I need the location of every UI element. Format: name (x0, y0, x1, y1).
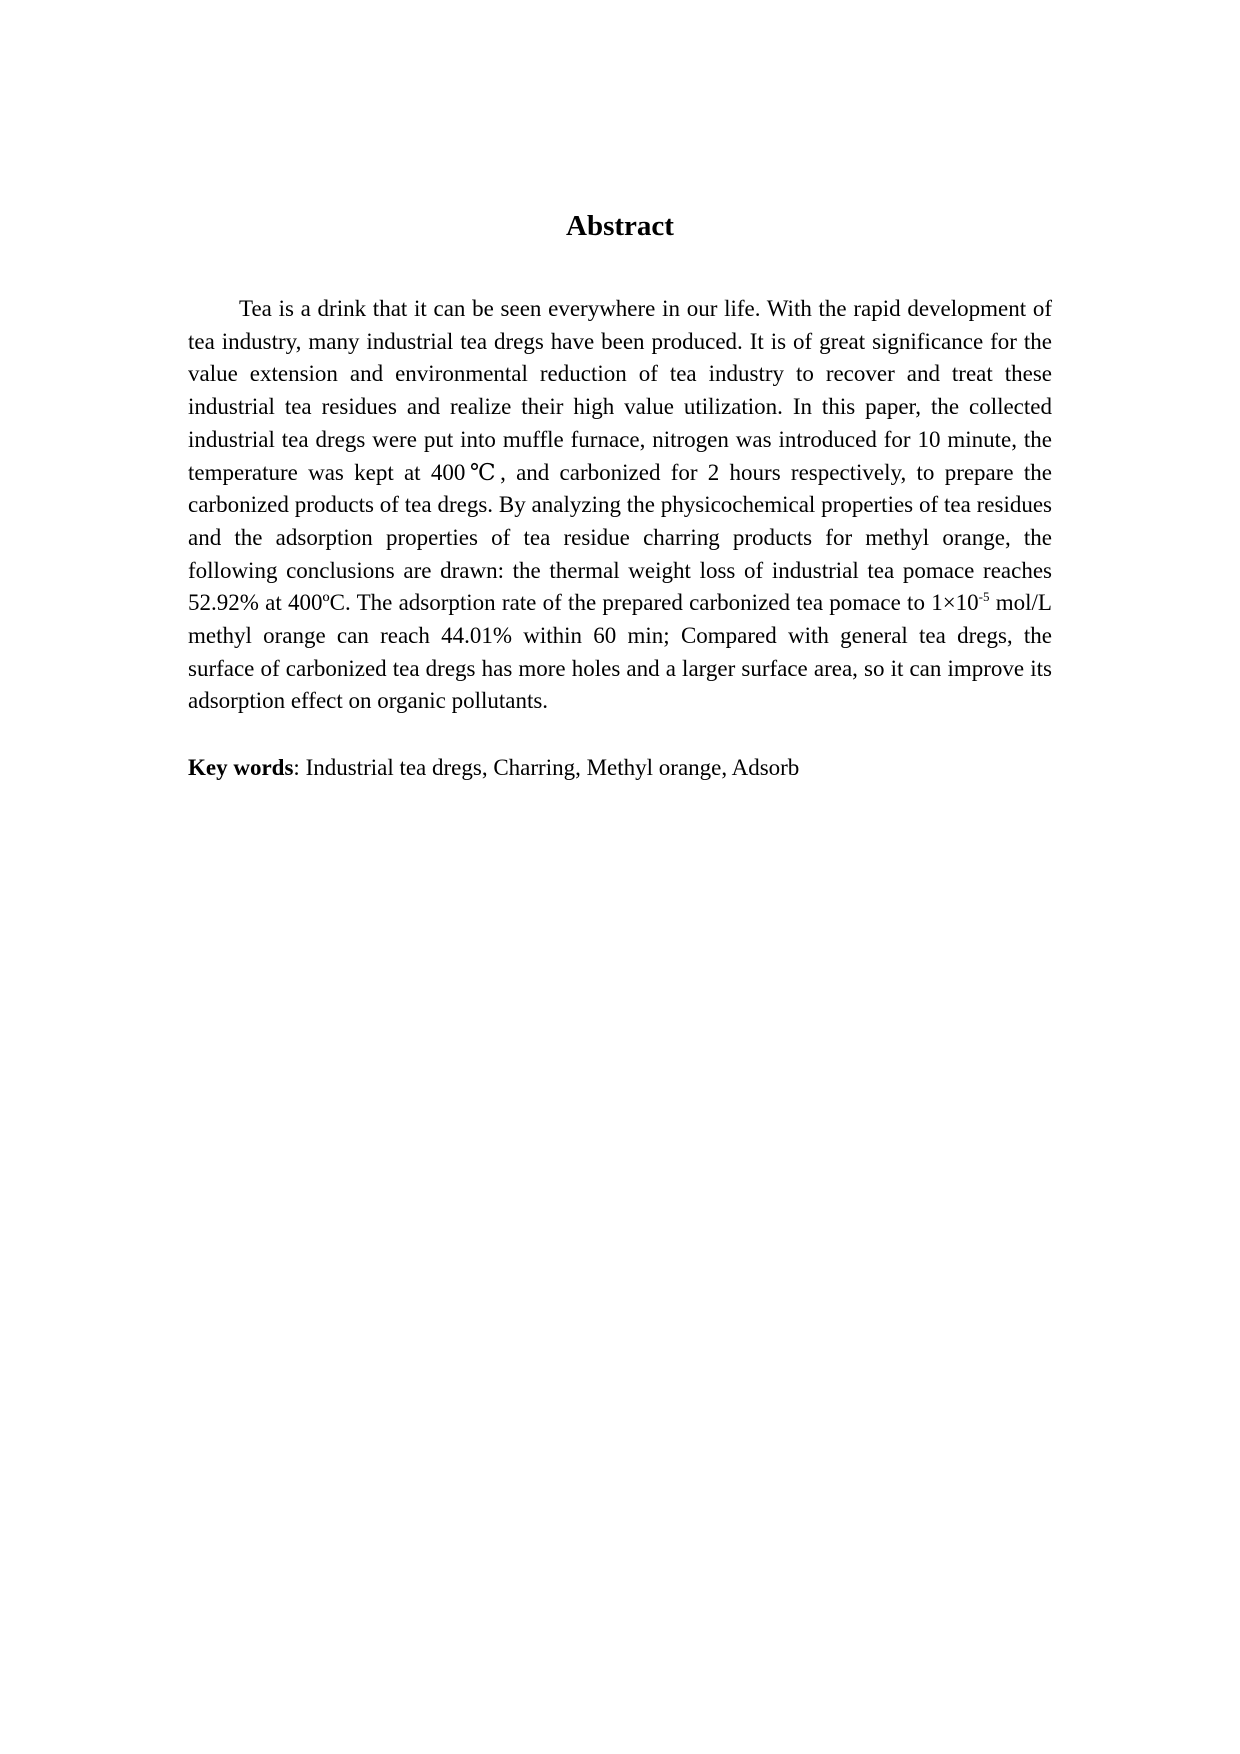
abstract-text-main: Tea is a drink that it can be seen everywhere in our life. With the rapid development of tea industry, many industrial tea dregs have been produced. It is of great significance for the value extension and environmental reduction of tea industry to recover and treat these industrial tea residues and realize their high value utilization. In this paper, the collected industrial tea dregs were put into muffle furnace, nitrogen was introduced for 10 minute, the temperature was kept at 400℃, and carbonized for 2 hours respectively, to prepare the carbonized products of tea dregs. By analyzing the physicochemical properties of tea residues and the adsorption properties of tea residue charring products for methyl orange, the following conclusions are drawn: the thermal weight loss of industrial tea pomace reaches 52.92% at 400ºC. The adsorption rate of the prepared carbonized tea pomace to 1×10 (188, 296, 1052, 616)
keywords-separator: : (293, 755, 306, 780)
abstract-title: Abstract (566, 210, 674, 242)
keywords-line (188, 752, 1052, 785)
keywords-value: Industrial tea dregs, Charring, Methyl orange, Adsorb (305, 755, 800, 780)
keywords-label: Key words (188, 755, 294, 780)
abstract-exponent: -5 (978, 589, 990, 605)
abstract-text-tail: mol/L methyl orange can reach 44.01% within 60 min; Compared with general tea dregs, the surface of carbonized tea dregs has more holes and a larger surface area, so it can improve its adsorption effect on organic pollutants. (188, 590, 1052, 714)
abstract-paragraph (188, 293, 1052, 718)
